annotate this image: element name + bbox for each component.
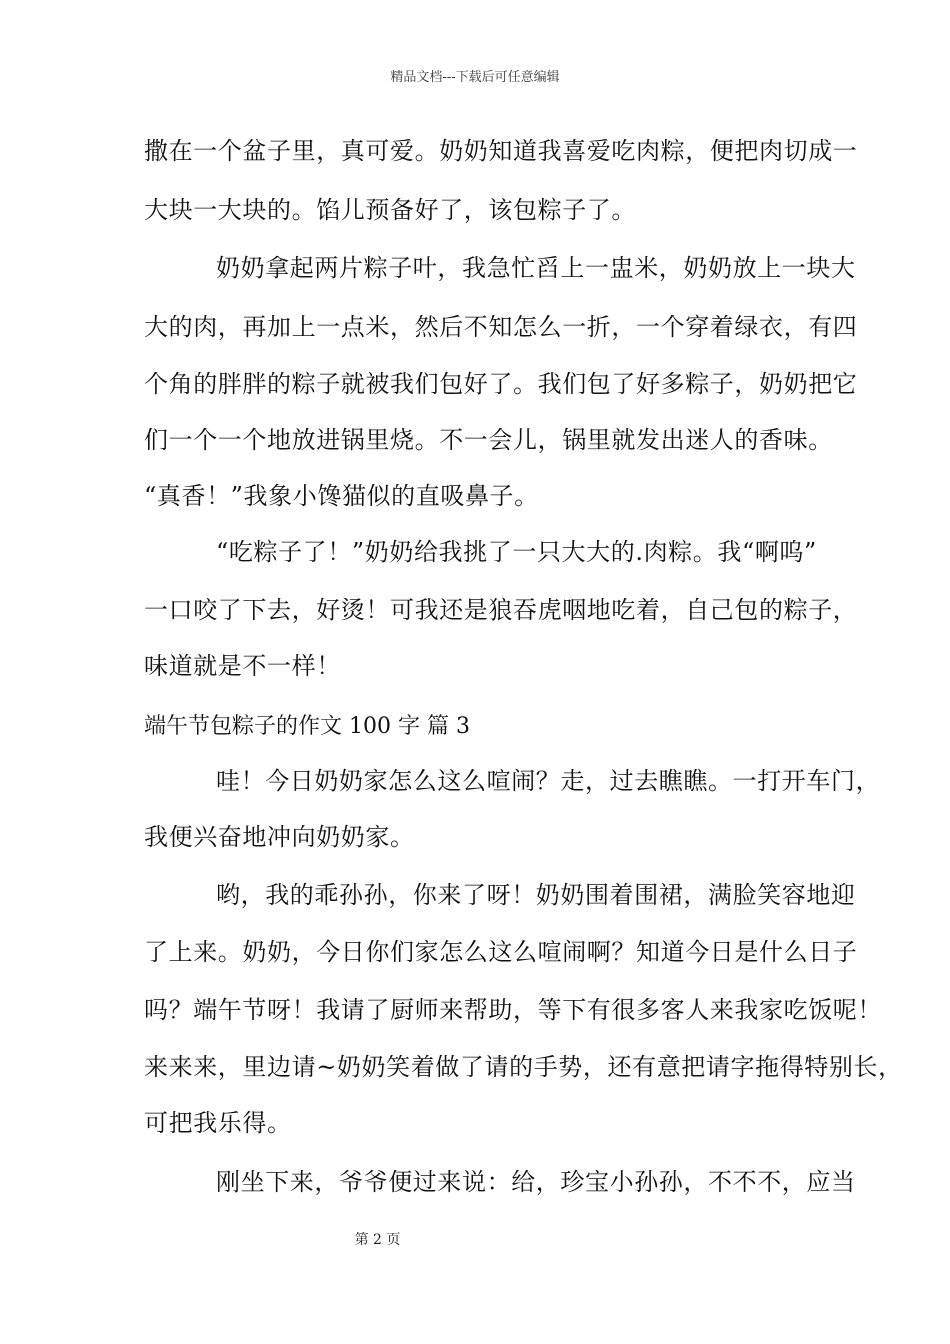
text-line: 哟，我的乖孙孙，你来了呀！奶奶围着围裙，满脸笑容地迎 [216,881,856,909]
text-line: 吗？端午节呀！我请了厨师来帮助，等下有很多客人来我家吃饭呢！ [144,996,882,1024]
text-line: 味道就是不一样！ [144,652,341,680]
page-header: 精品文档---下载后可任意编辑 [390,70,560,85]
text-line: 撒在一个盆子里，真可爱。奶奶知道我喜爱吃肉粽，便把肉切成一 [144,137,858,165]
text-line: 可把我乐得。 [144,1109,292,1137]
page-footer: 第 2 页 [354,1232,401,1248]
text-line: 个角的胖胖的粽子就被我们包好了。我们包了好多粽子，奶奶把它 [144,370,858,398]
text-line: 来来来，里边请~奶奶笑着做了请的手势，还有意把请字拖得特别长， [144,1053,903,1081]
section-heading: 端午节包粽子的作文 100 字 篇 3 [144,714,470,739]
text-line: 奶奶拿起两片粽子叶，我急忙舀上一盅米，奶奶放上一块大 [216,254,856,282]
text-line: 们一个一个地放进锅里烧。不一会儿，锅里就发出迷人的香味。 [144,426,833,454]
text-line: 一口咬了下去，好烫！可我还是狼吞虎咽地吃着，自己包的粽子， [144,596,858,624]
text-line: “真香！”我象小馋猫似的直吸鼻子。 [144,482,539,510]
text-line: 我便兴奋地冲向奶奶家。 [144,823,415,851]
text-line: 了上来。奶奶，今日你们家怎么这么喧闹啊？知道今日是什么日子 [144,938,858,966]
text-line: 哇！今日奶奶家怎么这么喧闹？走，过去瞧瞧。一打开车门， [216,767,881,795]
text-line: 大的肉，再加上一点米，然后不知怎么一折，一个穿着绿衣，有四 [144,313,858,341]
text-line: 刚坐下来，爷爷便过来说：给，珍宝小孙孙，不不不，应当 [216,1168,856,1196]
text-line: “吃粽子了！”奶奶给我挑了一只大大的.肉粽。我“啊呜” [216,538,817,566]
text-line: 大块一大块的。馅儿预备好了，该包粽子了。 [144,196,636,224]
